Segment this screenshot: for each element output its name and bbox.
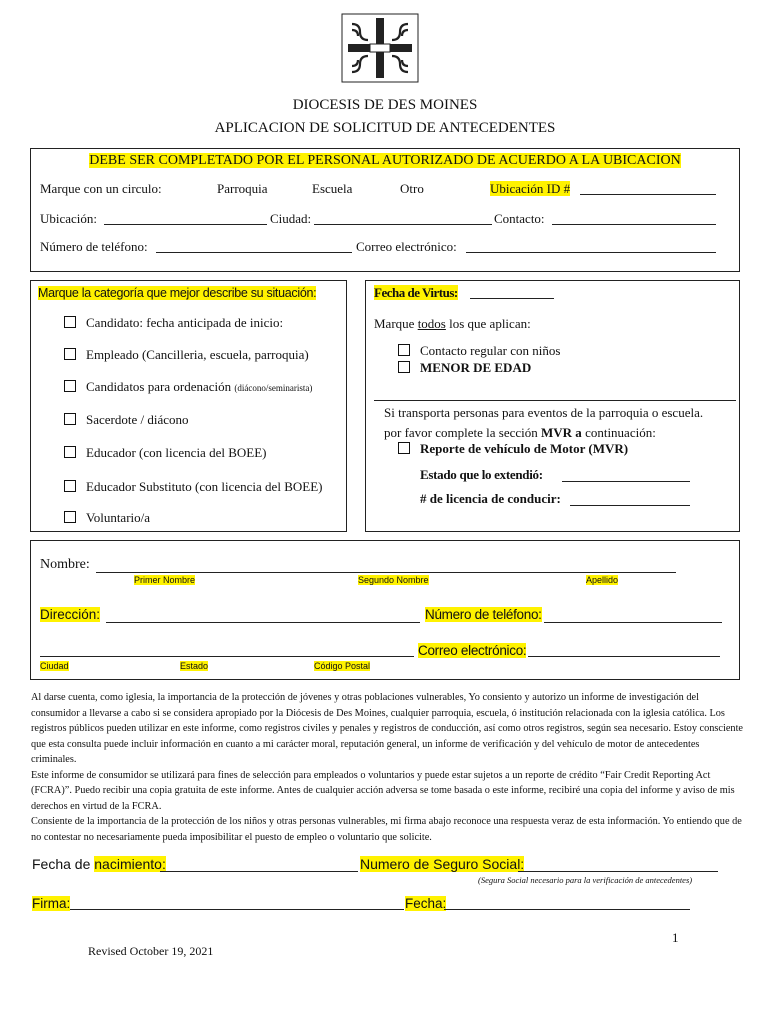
checkbox-icon[interactable]: [64, 446, 76, 458]
fecha-field[interactable]: [444, 909, 690, 910]
category-sacerdote[interactable]: Sacerdote / diácono: [64, 412, 189, 428]
document-subtitle: APLICACION DE SOLICITUD DE ANTECEDENTES: [214, 120, 556, 136]
segundo-nombre-caption: Segundo Nombre: [358, 575, 429, 585]
consent-paragraph-1: Al darse cuenta, como iglesia, la importancia de la protección de jóvenes y otras poblaciones vulnerables, Yo consiento y autorizo un informe de investigación del consumidor a llevarse a cabo si se considera apropiado por la Diócesis de Des Moines, cualquier parroquia, escuela, ó institución relacionada con la iglesia católica. Los registros públicos pueden utilizar en este informe, como registros civiles y penales y registros de conducción, así como otros registros, según sea necesario. Estoy consciente que esta consulta puede incluir información en cuanto a mi carácter moral, reputación general, un informe de verificación y del vehículo de motor de antecedentes criminales.: [31, 692, 744, 765]
fecha-nacimiento-label: Fecha de nacimiento:: [32, 856, 166, 872]
transport-line-2: por favor complete la sección MVR a continuación:: [384, 425, 656, 440]
category-candidato[interactable]: Candidato: fecha anticipada de inicio:: [64, 315, 283, 331]
category-voluntario[interactable]: Voluntario/a: [64, 510, 150, 526]
option-otro[interactable]: Otro: [400, 181, 424, 196]
fecha-nacimiento-field[interactable]: [160, 871, 358, 872]
direccion-field[interactable]: [106, 622, 420, 623]
telefono-label: Número de teléfono:: [40, 239, 148, 254]
ubicacion-id-label: Ubicación ID #: [490, 181, 571, 196]
firma-label: Firma:: [32, 896, 71, 911]
category-educador-substituto[interactable]: Educador Substituto (con licencia del BOEE): [64, 479, 322, 495]
correo-field[interactable]: [466, 252, 716, 253]
ubicacion-id-field[interactable]: [580, 194, 716, 195]
numero-telefono-field[interactable]: [544, 622, 722, 623]
apellido-caption: Apellido: [586, 575, 619, 585]
firma-field[interactable]: [70, 909, 404, 910]
ubicacion-field[interactable]: [104, 224, 267, 225]
estado-caption: Estado: [180, 661, 209, 671]
estado-field[interactable]: [562, 481, 690, 482]
correo-applicant-label: Correo electrónico:: [418, 643, 527, 658]
correo-applicant-field[interactable]: [528, 656, 720, 657]
consent-paragraph-2: Este informe de consumidor se utilizará para fines de selección para empleados o voluntarios y puede estar sujetos a un reporte de crédito “Fair Credit Reporting Act (FCRA)”. Puedo recibir una copia gratuita de este informe. Antes de cualquier acción adversa se tome basada o este informe, recibiré una copia del informe y aviso de mis derechos en virtud de la FCRA.: [31, 769, 735, 812]
applicant-section: [30, 540, 740, 680]
marque-todos-label: Marque todos los que aplican:: [374, 316, 531, 331]
ubicacion-label: Ubicación:: [40, 211, 98, 226]
ciudad-caption: Ciudad: [40, 661, 69, 671]
licencia-field[interactable]: [570, 505, 690, 506]
page-number: 1: [672, 930, 679, 945]
category-empleado[interactable]: Empleado (Cancilleria, escuela, parroquia): [64, 347, 309, 363]
nombre-label: Nombre:: [40, 557, 90, 572]
checkbox-icon[interactable]: [398, 442, 410, 454]
fecha-virtus-field[interactable]: [470, 298, 554, 299]
checkbox-icon[interactable]: [64, 316, 76, 328]
category-educador[interactable]: Educador (con licencia del BOEE): [64, 445, 266, 461]
option-parroquia[interactable]: Parroquia: [217, 181, 268, 196]
seguro-social-label: Numero de Seguro Social:: [360, 856, 525, 872]
option-escuela[interactable]: Escuela: [312, 181, 353, 196]
panel-divider: [374, 400, 736, 401]
transport-line-1: Si transporta personas para eventos de la parroquia o escuela.: [384, 405, 704, 420]
checkbox-icon[interactable]: [398, 344, 410, 356]
fecha-virtus-label: Fecha de Virtus:: [374, 285, 458, 300]
telefono-field[interactable]: [156, 252, 352, 253]
ciudad-label: Ciudad:: [270, 211, 312, 226]
consent-text: [31, 690, 743, 845]
mvr-report-option[interactable]: Reporte de vehículo de Motor (MVR): [398, 441, 628, 457]
revision-date: Revised October 19, 2021: [88, 944, 214, 958]
circle-label: Marque con un circulo:: [40, 181, 162, 196]
checkbox-icon[interactable]: [398, 361, 410, 373]
contacto-ninos-option[interactable]: Contacto regular con niños: [398, 343, 560, 359]
category-ordenacion[interactable]: Candidatos para ordenación (diácono/seminarista): [64, 379, 312, 395]
document-title: DIOCESIS DE DES MOINES: [292, 97, 478, 113]
ciudad-field[interactable]: [314, 224, 492, 225]
direccion-line-2[interactable]: [40, 656, 414, 657]
contacto-label: Contacto:: [494, 211, 545, 226]
primer-nombre-caption: Primer Nombre: [134, 575, 196, 585]
seguro-social-note: (Segura Social necesario para la verificación de antecedentes): [478, 875, 693, 885]
licencia-label: # de licencia de conducir:: [420, 491, 561, 506]
checkbox-icon[interactable]: [64, 348, 76, 360]
consent-paragraph-3: Consiente de la importancia de la protección de los niños y otras personas vulnerables, mi firma abajo reconoce una respuesta veraz de esta información. Yo entiendo que de no contestar no necesariamente pueda imposibilitar el puesto de empleo o voluntario que solicite.: [31, 816, 742, 843]
seguro-social-field[interactable]: [518, 871, 718, 872]
numero-telefono-label: Número de teléfono:: [425, 607, 542, 622]
direccion-label: Dirección:: [40, 607, 101, 622]
menor-edad-option[interactable]: MENOR DE EDAD: [398, 360, 531, 376]
checkbox-icon[interactable]: [64, 380, 76, 392]
estado-label: Estado que lo extendió:: [420, 467, 543, 482]
codigo-postal-caption: Código Postal: [314, 661, 371, 671]
location-banner: DEBE SER COMPLETADO POR EL PERSONAL AUTORIZADO DE ACUERDO A LA UBICACION: [89, 153, 681, 168]
fecha-label: Fecha:: [405, 896, 447, 911]
checkbox-icon[interactable]: [64, 511, 76, 523]
checkbox-icon[interactable]: [64, 413, 76, 425]
category-heading: Marque la categoría que mejor describe su situación:: [38, 286, 317, 300]
diocese-logo: [340, 12, 420, 84]
contacto-field[interactable]: [552, 224, 716, 225]
correo-label: Correo electrónico:: [356, 239, 457, 254]
checkbox-icon[interactable]: [64, 480, 76, 492]
nombre-field[interactable]: [96, 572, 676, 573]
